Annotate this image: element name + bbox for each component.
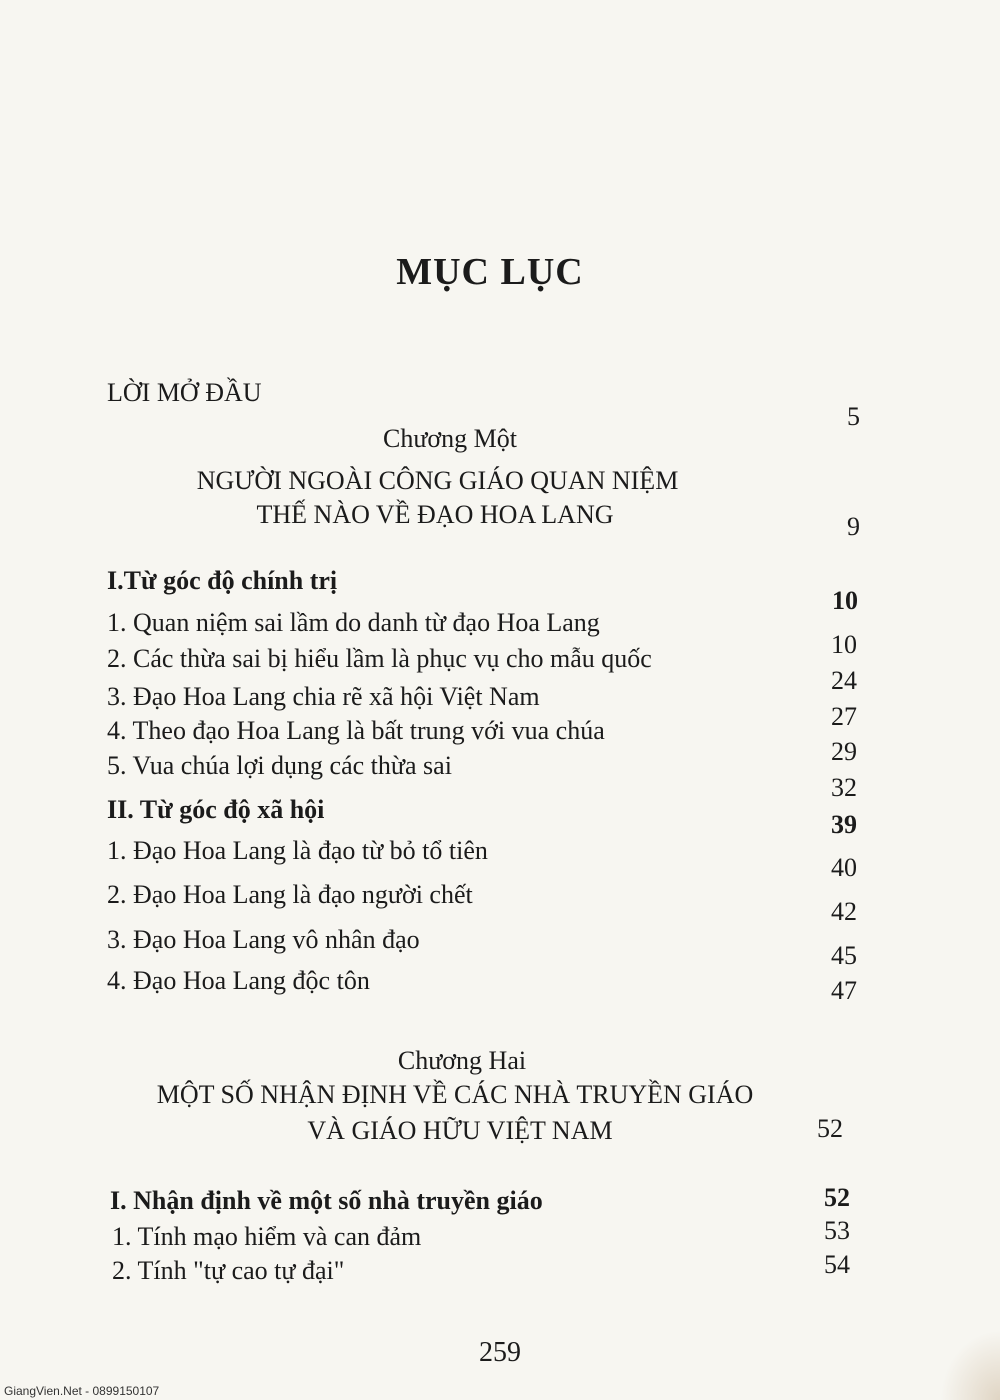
ch1-section1-label: I.Từ góc độ chính trị [107,566,338,595]
toc-item: 1. Quan niệm sai lầm do danh từ đạo Hoa Lang [107,608,600,637]
toc-item: 5. Vua chúa lợi dụng các thừa sai [107,751,452,780]
ch2-section1-label: I. Nhận định về một số nhà truyền giáo [110,1186,543,1215]
toc-item: 1. Tính mạo hiểm và can đảm [112,1222,422,1251]
toc-item-page: 10 [831,630,857,659]
chapter1-page: 9 [847,512,860,541]
page-title: MỤC LỤC [396,251,584,293]
page-number: 259 [479,1337,521,1368]
toc-item: 4. Đạo Hoa Lang độc tôn [107,966,370,995]
toc-item-page: 40 [831,853,857,882]
chapter2-page: 52 [817,1114,843,1143]
chapter1-title-line1: NGƯỜI NGOÀI CÔNG GIÁO QUAN NIỆM [196,466,679,495]
chapter1-heading: Chương Một [382,424,518,453]
toc-item-page: 29 [831,737,857,766]
toc-item-page: 54 [824,1250,850,1279]
toc-item: 2. Các thừa sai bị hiểu lầm là phục vụ cho mẫu quốc [107,644,652,673]
chapter2-title-line2: VÀ GIÁO HỮU VIỆT NAM [307,1116,613,1145]
preface-label: LỜI MỞ ĐẦU [107,378,262,407]
toc-item: 3. Đạo Hoa Lang chia rẽ xã hội Việt Nam [107,682,540,711]
preface-page: 5 [847,402,860,431]
watermark-text: GiangVien.Net - 0899150107 [4,1384,160,1398]
toc-item-page: 27 [831,702,857,731]
chapter2-title-line1: MỘT SỐ NHẬN ĐỊNH VỀ CÁC NHÀ TRUYỀN GIÁO [156,1080,754,1109]
chapter2-heading: Chương Hai [397,1046,527,1075]
ch1-section2-label: II. Từ góc độ xã hội [107,795,325,824]
toc-item: 2. Tính "tự cao tự đại" [112,1256,345,1285]
toc-item-page: 47 [831,976,857,1005]
toc-item: 2. Đạo Hoa Lang là đạo người chết [107,880,473,909]
ch1-section1-page: 10 [832,586,858,615]
toc-item-page: 24 [831,666,857,695]
ch2-section1-page: 52 [824,1183,850,1212]
toc-item-page: 42 [831,897,857,926]
toc-item: 4. Theo đạo Hoa Lang là bất trung với vua chúa [107,716,605,745]
toc-item-page: 53 [824,1216,850,1245]
toc-item-page: 45 [831,941,857,970]
toc-item: 3. Đạo Hoa Lang vô nhân đạo [107,925,420,954]
toc-item: 1. Đạo Hoa Lang là đạo từ bỏ tổ tiên [107,836,488,865]
ch1-section2-page: 39 [831,810,857,839]
chapter1-title-line2: THẾ NÀO VỀ ĐẠO HOA LANG [256,500,614,529]
toc-item-page: 32 [831,773,857,802]
